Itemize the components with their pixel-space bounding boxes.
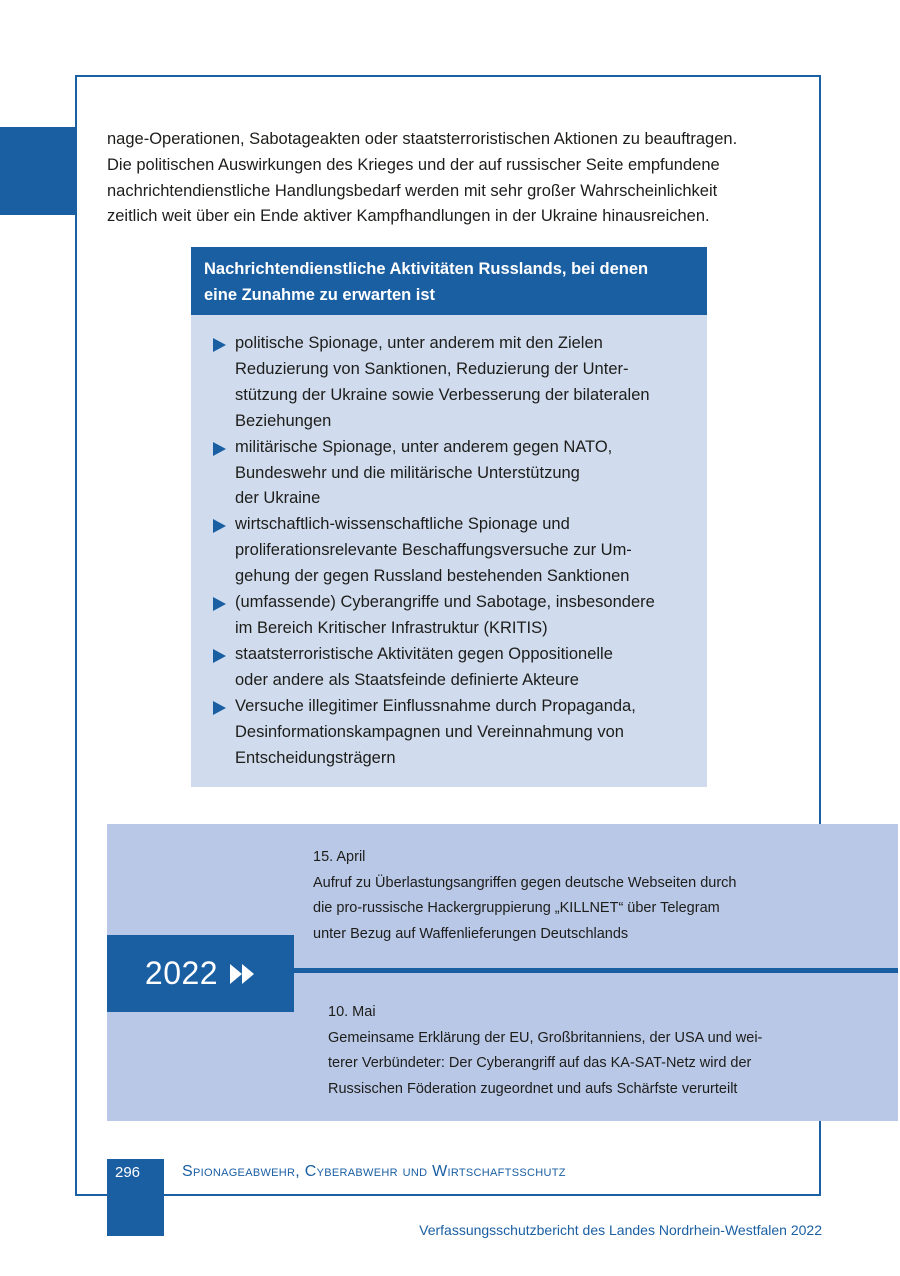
intro-line: Die politischen Auswirkungen des Krieges und der auf russischer Seite empfundene [107, 155, 720, 174]
infobox-title [191, 247, 707, 315]
fast-forward-icon [228, 962, 256, 986]
infobox-body [191, 315, 707, 787]
page-number: 296 [115, 1164, 141, 1181]
intro-line: nachrichtendienstliche Handlungsbedarf werden mit sehr großer Wahrscheinlichkeit [107, 181, 718, 200]
running-head: Spionageabwehr, Cyberabwehr und Wirtschaftsschutz [182, 1163, 566, 1180]
event-text-line: Russischen Föderation zugeordnet und aufs Schärfste verurteilt [328, 1080, 738, 1097]
publication-footer: Verfassungsschutzbericht des Landes Nordrhein-Westfalen 2022 [419, 1222, 822, 1238]
triangle-bullet-icon [213, 519, 226, 533]
event-text-line: terer Verbündeter: Der Cyberangriff auf das KA-SAT-Netz wird der [328, 1055, 752, 1072]
intro-line: zeitlich weit über ein Ende aktiver Kampfhandlungen in der Ukraine hinausreichen. [107, 207, 710, 226]
infobox-title-line: eine Zunahme zu erwarten ist [204, 285, 436, 304]
triangle-bullet-icon [213, 649, 226, 663]
event-text-line: die pro-russische Hackergruppierung „KILLNET“ über Telegram [313, 900, 720, 917]
infobox-title-line: Nachrichtendienstliche Aktivitäten Russlands, bei denen [204, 260, 649, 278]
event-text-line: Aufruf zu Überlastungsangriffen gegen deutsche Webseiten durch [313, 874, 737, 891]
list-item: staatsterroristische Aktivitäten gegen Oppositionelle oder andere als Staatsfeinde definierte Akteure [211, 642, 693, 694]
timeline-year-badge [107, 935, 294, 1012]
list-item: politische Spionage, unter anderem mit den Zielen Reduzierung von Sanktionen, Reduzierung der Unter- stützung der Ukraine sowie Verbesserung der bilateralen Beziehungen [211, 331, 693, 435]
intro-line: nage-Operationen, Sabotageakten oder staatsterroristischen Aktionen zu beauftragen. [107, 130, 738, 148]
triangle-bullet-icon [213, 701, 226, 715]
event-date: 15. April [313, 849, 366, 865]
list-item: Versuche illegitimer Einflussnahme durch Propaganda, Desinformationskampagnen und Vereinnahmung von Entscheidungsträgern [211, 694, 693, 772]
triangle-bullet-icon [213, 338, 226, 352]
timeline-event [328, 1000, 808, 1102]
triangle-bullet-icon [213, 597, 226, 611]
chapter-side-tab [0, 127, 76, 215]
list-item: (umfassende) Cyberangriffe und Sabotage, insbesondere im Bereich Kritischer Infrastruktur (KRITIS) [211, 590, 693, 642]
event-date: 10. Mai [328, 1004, 376, 1020]
activity-list [211, 331, 693, 771]
timeline-divider [294, 968, 898, 973]
timeline-event [313, 845, 793, 947]
timeline-year: 2022 [144, 955, 219, 991]
list-item: wirtschaftlich-wissenschaftliche Spionage und proliferationsrelevante Beschaffungsversuche zur Um- gehung der gegen Russland bestehenden Sanktionen [211, 512, 693, 590]
event-text-line: unter Bezug auf Waffenlieferungen Deutschlands [313, 925, 629, 942]
triangle-bullet-icon [213, 442, 226, 456]
list-item: militärische Spionage, unter anderem gegen NATO, Bundeswehr und die militärische Unterstützung der Ukraine [211, 435, 693, 513]
intro-paragraph [107, 127, 807, 230]
event-text-line: Gemeinsame Erklärung der EU, Großbritanniens, der USA und wei- [328, 1029, 763, 1046]
